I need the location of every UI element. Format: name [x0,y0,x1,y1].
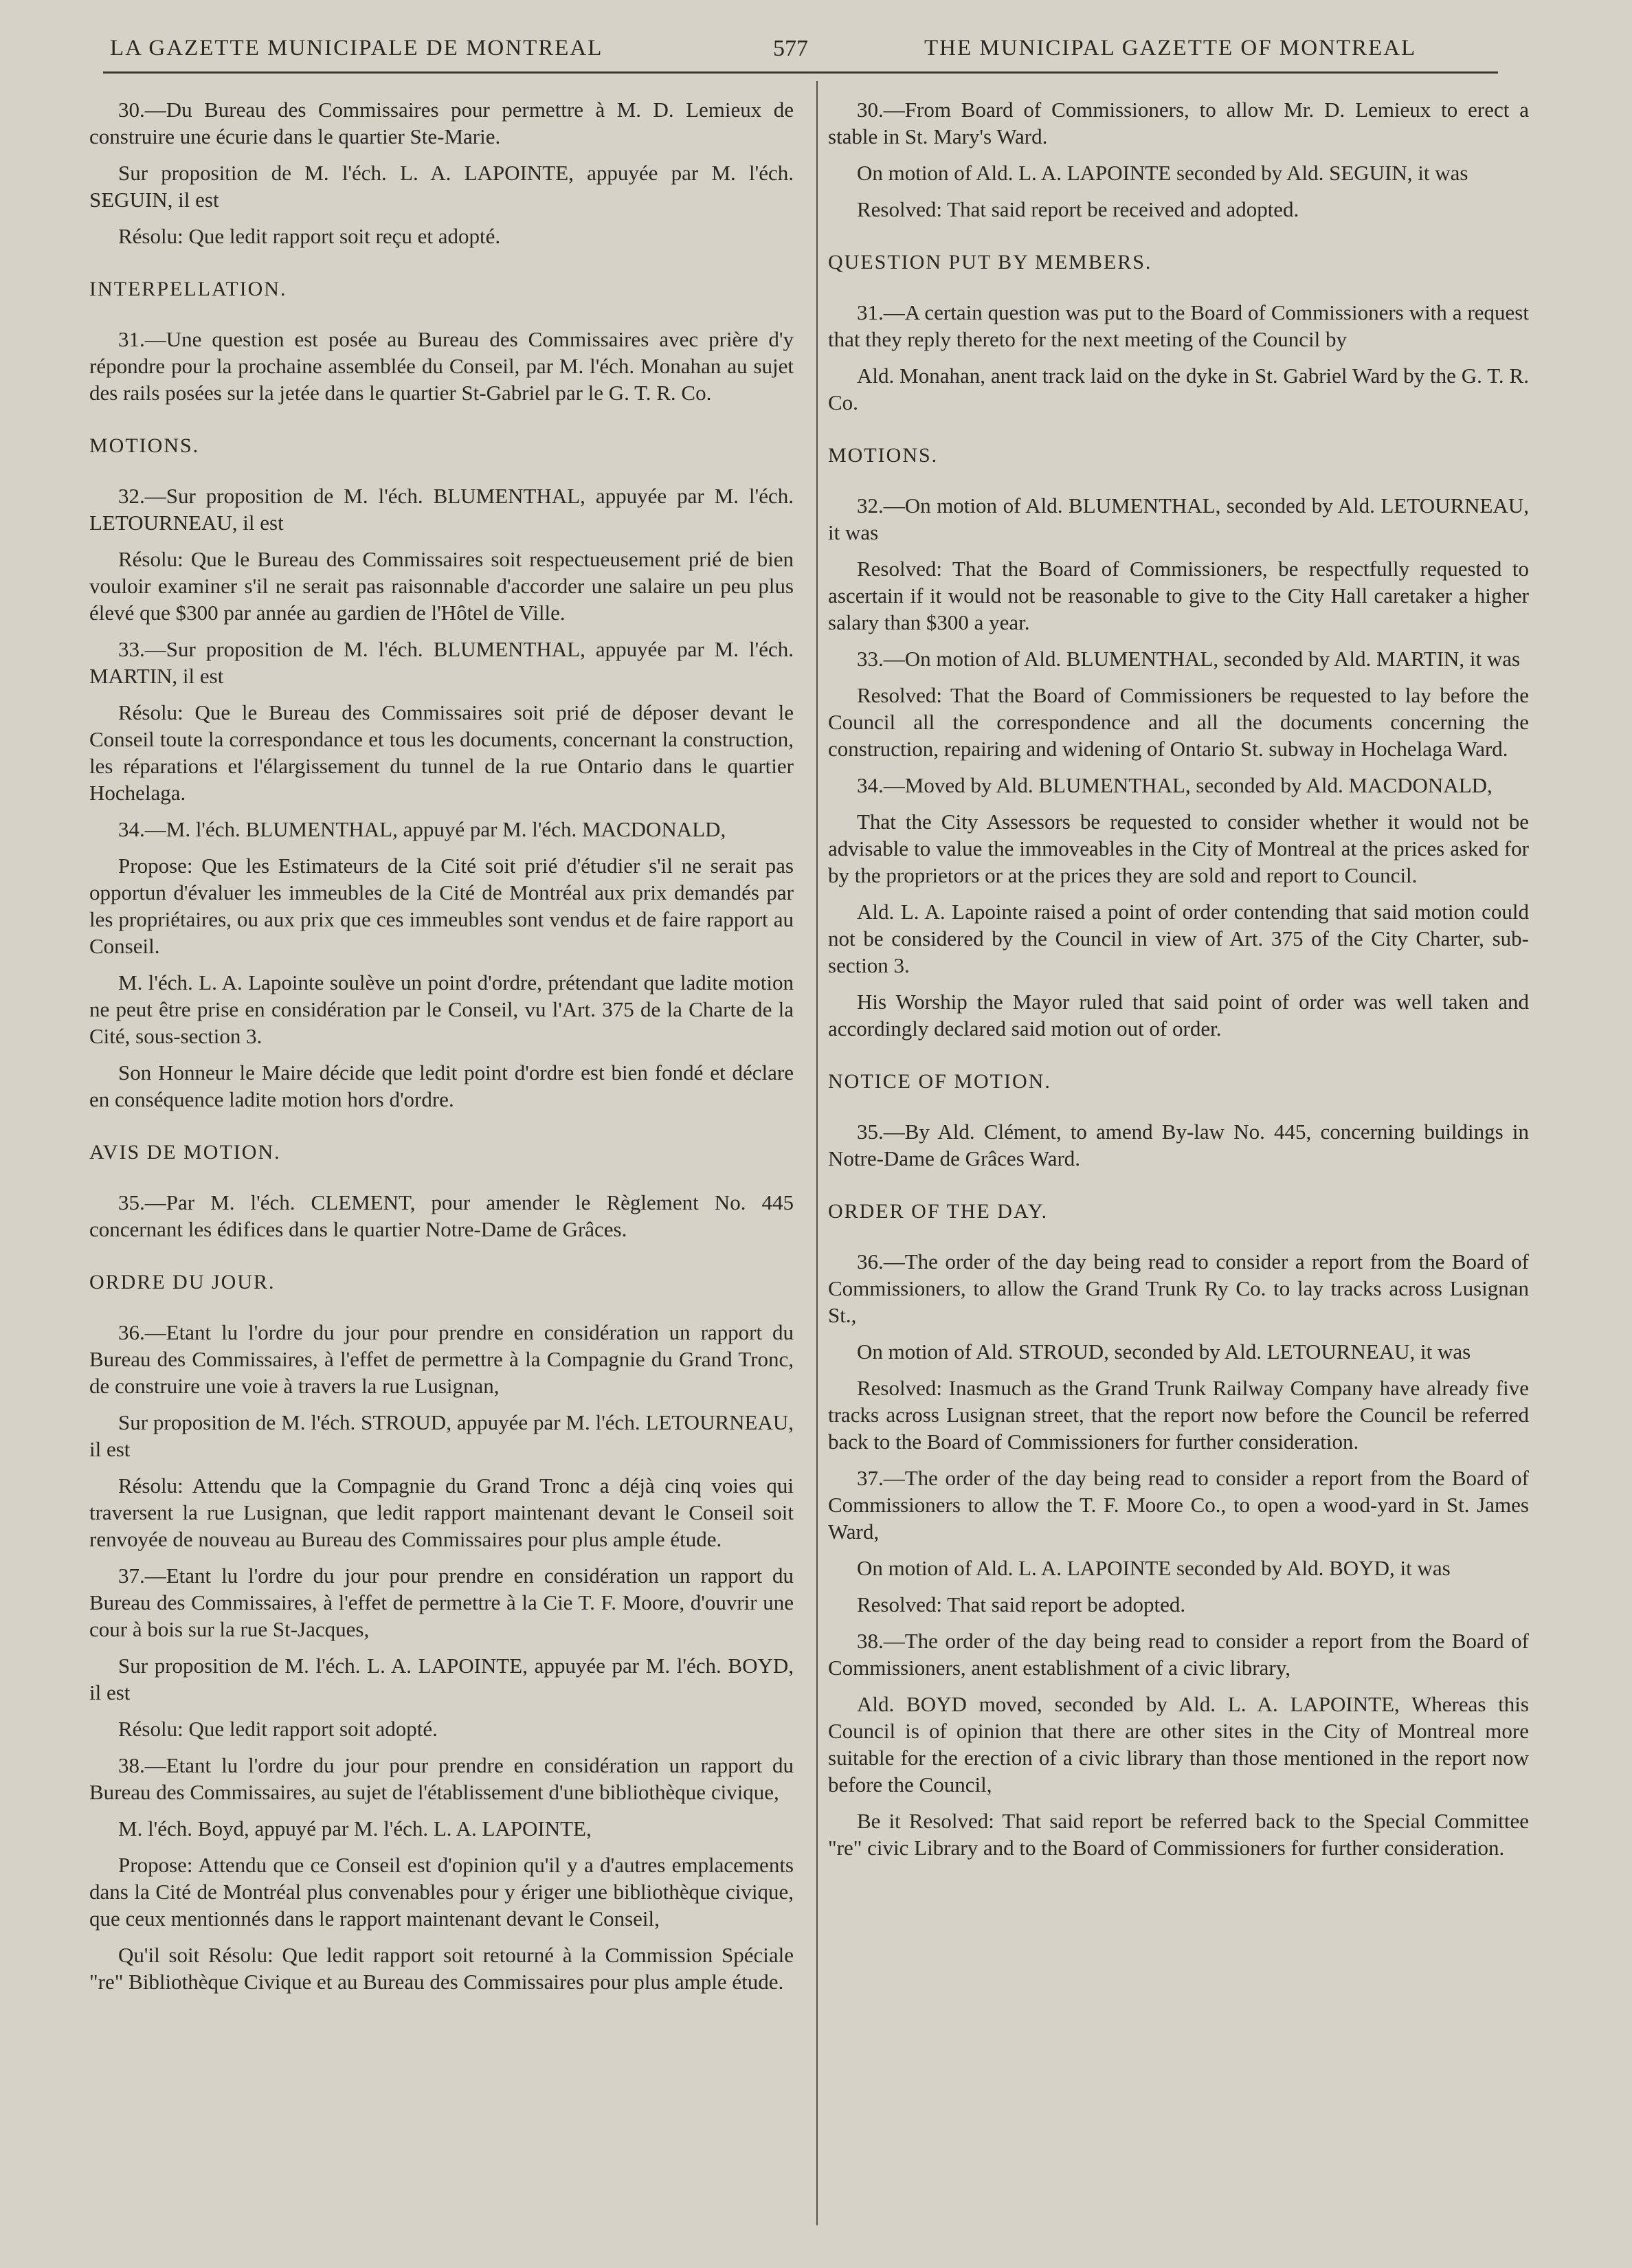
paragraph: Resolved: That said report be adopted. [857,1592,1186,1616]
paragraph: Résolu: Que ledit rapport soit adopté. [118,1717,438,1741]
paragraph: M. l'éch. L. A. Lapointe soulève un point d'ordre, prétendant que ladite motion ne peut être prise en considération par le Conseil, vu l'Art. 375 de la Charte de la Cité, sous-section 3. [89,970,794,1048]
header-french-title: LA GAZETTE MUNICIPALE DE MONTREAL [110,36,603,60]
paragraph: Resolved: That the Board of Commissioners be requested to lay before the Council all the correspondence and all the documents concerning the construction, repairing and widening of Ontario St. subway in Hochelaga Ward. [828,683,1529,761]
paragraph: Resolved: That the Board of Commissioners, be respectfully requested to ascertain if it would not be reasonable to give to the City Hall caretaker a higher salary than $300 a year. [828,557,1529,634]
paragraph: M. l'éch. Boyd, appuyé par M. l'éch. L. A. LAPOINTE, [118,1816,592,1841]
paragraph: Ald. BOYD moved, seconded by Ald. L. A. LAPOINTE, Whereas this Council is of opinion that there are other sites in the City of Montreal more suitable for the erection of a civic library than those mentioned in the report now before the Council, [828,1692,1529,1797]
paragraph: Sur proposition de M. l'éch. L. A. LAPOINTE, appuyée par M. l'éch. SEGUIN, il est [89,161,794,212]
paragraph: 31.—A certain question was put to the Board of Commissioners with a request that they reply thereto for the next meeting of the Council by [828,300,1529,351]
paragraph: Son Honneur le Maire décide que ledit point d'ordre est bien fondé et déclare en conséquence ladite motion hors d'ordre. [89,1060,794,1111]
paragraph: 37.—The order of the day being read to consider a report from the Board of Commissioners to allow the T. F. Moore Co., to open a wood-yard in St. James Ward, [828,1466,1529,1544]
section-heading: ORDER OF THE DAY. [828,1200,1049,1223]
paragraph: 36.—Etant lu l'ordre du jour pour prendre en considération un rapport du Bureau des Commissaires, à l'effet de permettre à la Compagnie du Grand Tronc, de construire une voie à travers la rue Lusignan, [89,1320,794,1398]
section-heading: INTERPELLATION. [89,278,287,300]
paragraph: Resolved: That said report be received and adopted. [857,197,1299,221]
paragraph: 33.—Sur proposition de M. l'éch. BLUMENTHAL, appuyée par M. l'éch. MARTIN, il est [89,637,794,688]
paragraph: 33.—On motion of Ald. BLUMENTHAL, seconded by Ald. MARTIN, it was [857,647,1521,671]
paragraph: 34.—M. l'éch. BLUMENTHAL, appuyé par M. l'éch. MACDONALD, [118,817,726,841]
section-heading: ORDRE DU JOUR. [89,1271,276,1293]
paragraph: Sur proposition de M. l'éch. STROUD, appuyée par M. l'éch. LETOURNEAU, il est [89,1410,794,1461]
paragraph: 37.—Etant lu l'ordre du jour pour prendre en considération un rapport du Bureau des Commissaires, à l'effet de permettre à la Cie T. F. Moore, d'ouvrir une cour à bois sur la rue St-Jacques, [89,1564,794,1641]
column-divider [816,81,818,2225]
paragraph: Sur proposition de M. l'éch. L. A. LAPOINTE, appuyée par M. l'éch. BOYD, il est [89,1654,794,1704]
paragraph: Résolu: Que ledit rapport soit reçu et adopté. [118,224,501,248]
section-heading: QUESTION PUT BY MEMBERS. [828,251,1152,274]
paragraph: Résolu: Que le Bureau des Commissaires soit prié de déposer devant le Conseil toute la correspondance et tous les documents, concernant la construction, les réparations et l'élargissement du tunnel de la rue Ontario dans le quartier Hochelaga. [89,700,794,805]
section-heading: MOTIONS. [89,434,200,457]
paragraph: 31.—Une question est posée au Bureau des Commissaires avec prière d'y répondre pour la prochaine assemblée du Conseil, par M. l'éch. Monahan au sujet des rails posées sur la jetée dans le quartier St-Gabriel par le G. T. R. Co. [89,327,794,405]
paragraph: 38.—The order of the day being read to consider a report from the Board of Commissioners, anent establishment of a civic library, [828,1629,1529,1680]
paragraph: Ald. L. A. Lapointe raised a point of order contending that said motion could not be considered by the Council in view of Art. 375 of the City Charter, sub-section 3. [828,900,1529,977]
paragraph: That the City Assessors be requested to consider whether it would not be advisable to value the immoveables in the City of Montreal at the prices asked for by the proprietors or at the prices they are sold and report to Council. [828,810,1529,887]
section-heading: AVIS DE MOTION. [89,1141,281,1164]
paragraph: On motion of Ald. STROUD, seconded by Ald. LETOURNEAU, it was [857,1339,1471,1364]
paragraph: 30.—From Board of Commissioners, to allow Mr. D. Lemieux to erect a stable in St. Mary's Ward. [828,98,1529,148]
paragraph: 32.—Sur proposition de M. l'éch. BLUMENTHAL, appuyée par M. l'éch. LETOURNEAU, il est [89,484,794,535]
paragraph: Résolu: Attendu que la Compagnie du Grand Tronc a déjà cinq voies qui traversent la rue Lusignan, que ledit rapport maintenant devant le Conseil soit renvoyée de nouveau au Bureau des Commissaires pour plus ample étude. [89,1474,794,1551]
paragraph: His Worship the Mayor ruled that said point of order was well taken and accordingly declared said motion out of order. [828,990,1529,1041]
paragraph: 35.—By Ald. Clément, to amend By-law No. 445, concerning buildings in Notre-Dame de Grâces Ward. [828,1120,1529,1170]
section-heading: NOTICE OF MOTION. [828,1070,1051,1093]
paragraph: Résolu: Que le Bureau des Commissaires soit respectueusement prié de bien vouloir examiner s'il ne serait pas raisonnable d'accorder une salaire un peu plus élevé que $300 par année au gardien de l'Hôtel de Ville. [89,547,794,625]
section-heading: MOTIONS. [828,444,939,467]
header-rule [103,71,1498,74]
paragraph: Resolved: Inasmuch as the Grand Trunk Railway Company have already five tracks across Lusignan street, that the report now before the Council be referred back to the Board of Commissioners for further consideration. [828,1376,1529,1454]
french-column [89,96,794,2005]
paragraph: Propose: Que les Estimateurs de la Cité soit prié d'étudier s'il ne serait pas opportun d'évaluer les immeubles de la Cité de Montréal aux prix demandés par les propriétaires, ou aux prix que ces immeubles sont vendus et de faire rapport au Conseil. [89,854,794,958]
page-number: 577 [773,36,808,61]
paragraph: Propose: Attendu que ce Conseil est d'opinion qu'il y a d'autres emplacements dans la Cité de Montréal plus convenables pour y ériger une bibliothèque civique, que ceux mentionnés dans le rapport maintenant devant le Conseil, [89,1853,794,1931]
paragraph: 30.—Du Bureau des Commissaires pour permettre à M. D. Lemieux de construire une écurie dans le quartier Ste-Marie. [89,98,794,148]
paragraph: On motion of Ald. L. A. LAPOINTE seconded by Ald. BOYD, it was [857,1556,1451,1580]
paragraph: 38.—Etant lu l'ordre du jour pour prendre en considération un rapport du Bureau des Commissaires, au sujet de l'établissement d'une bibliothèque civique, [89,1753,794,1804]
header-english-title: THE MUNICIPAL GAZETTE OF MONTREAL [924,36,1417,60]
paragraph: Ald. Monahan, anent track laid on the dyke in St. Gabriel Ward by the G. T. R. Co. [828,364,1529,414]
english-column [828,96,1529,1871]
paragraph: On motion of Ald. L. A. LAPOINTE seconded by Ald. SEGUIN, it was [857,161,1468,185]
paragraph: Qu'il soit Résolu: Que ledit rapport soit retourné à la Commission Spéciale "re" Bibliothèque Civique et au Bureau des Commissaires pour plus ample étude. [89,1943,794,1994]
paragraph: 35.—Par M. l'éch. CLEMENT, pour amender le Règlement No. 445 concernant les édifices dans le quartier Notre-Dame de Grâces. [89,1190,794,1241]
paragraph: 34.—Moved by Ald. BLUMENTHAL, seconded by Ald. MACDONALD, [857,773,1493,797]
paragraph: 36.—The order of the day being read to consider a report from the Board of Commissioners, to allow the Grand Trunk Ry Co. to lay tracks across Lusignan St., [828,1249,1529,1327]
paragraph: 32.—On motion of Ald. BLUMENTHAL, seconded by Ald. LETOURNEAU, it was [828,493,1529,544]
paragraph: Be it Resolved: That said report be referred back to the Special Committee "re" civic Library and to the Board of Commissioners for further consideration. [828,1809,1529,1860]
